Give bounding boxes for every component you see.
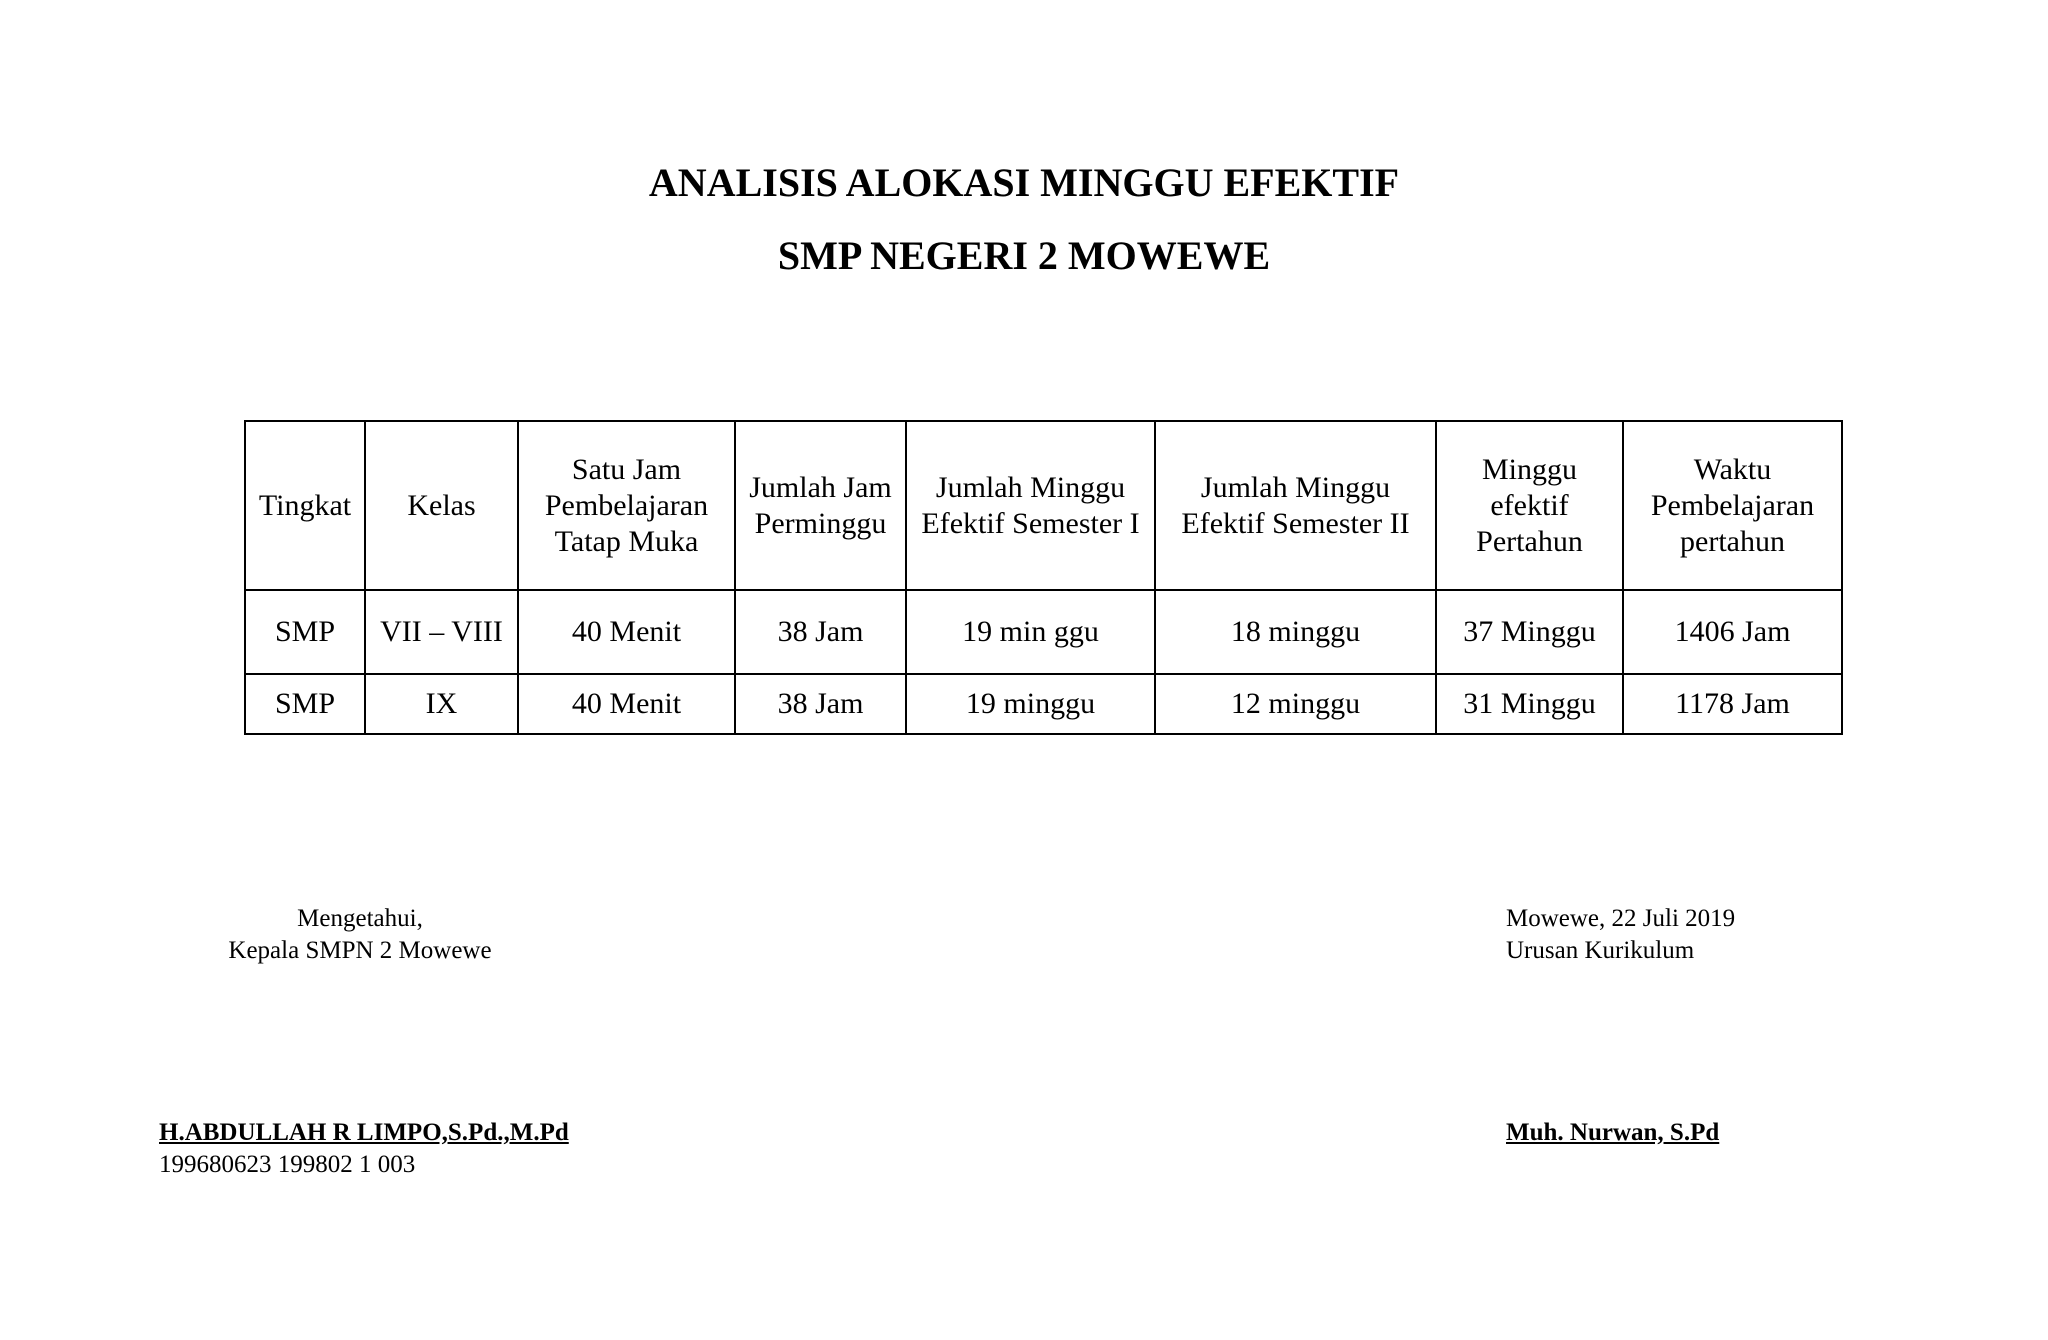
curriculum-officer-name: Muh. Nurwan, S.Pd <box>1506 1119 1720 1146</box>
table-cell: 40 Menit <box>518 590 735 674</box>
principal-signatory <box>159 1117 569 1181</box>
table-cell: 38 Jam <box>735 590 906 674</box>
curriculum-position: Urusan Kurikulum <box>1506 937 1695 964</box>
table-cell: 19 min ggu <box>906 590 1155 674</box>
effective-weeks-table <box>244 420 1843 735</box>
table-cell: 37 Minggu <box>1436 590 1623 674</box>
table-cell: VII – VIII <box>365 590 518 674</box>
table-row <box>245 674 1842 734</box>
table-header-row <box>245 421 1842 590</box>
table-cell: 19 minggu <box>906 674 1155 734</box>
header-satu-jam: Satu Jam Pembelajaran Tatap Muka <box>518 421 735 590</box>
header-jumlah-jam: Jumlah Jam Perminggu <box>735 421 906 590</box>
curriculum-signatory <box>1506 1117 1719 1149</box>
document-title: ANALISIS ALOKASI MINGGU EFEKTIF <box>648 160 1400 205</box>
header-minggu-semester-1: Jumlah Minggu Efektif Semester I <box>906 421 1155 590</box>
header-kelas: Kelas <box>365 421 518 590</box>
signature-block-left <box>160 903 560 967</box>
table-cell: 12 minggu <box>1155 674 1436 734</box>
header-minggu-semester-2: Jumlah Minggu Efektif Semester II <box>1155 421 1436 590</box>
school-name: SMP NEGERI 2 MOWEWE <box>777 233 1271 278</box>
table-cell: SMP <box>245 590 365 674</box>
table-cell: 18 minggu <box>1155 590 1436 674</box>
header-tingkat: Tingkat <box>245 421 365 590</box>
table-cell: 38 Jam <box>735 674 906 734</box>
principal-id-number: 199680623 199802 1 003 <box>159 1151 416 1178</box>
table-cell: 40 Menit <box>518 674 735 734</box>
header-waktu-pertahun: Waktu Pembelajaran pertahun <box>1623 421 1842 590</box>
table-cell: IX <box>365 674 518 734</box>
principal-position: Kepala SMPN 2 Mowewe <box>228 937 492 964</box>
signature-block-right <box>1506 903 1735 967</box>
acknowledged-label: Mengetahui, <box>297 905 423 932</box>
table-cell: 1406 Jam <box>1623 590 1842 674</box>
principal-name: H.ABDULLAH R LIMPO,S.Pd.,M.Pd <box>159 1119 569 1146</box>
table-cell: 31 Minggu <box>1436 674 1623 734</box>
table-cell: 1178 Jam <box>1623 674 1842 734</box>
table-cell: SMP <box>245 674 365 734</box>
table-row <box>245 590 1842 674</box>
place-date: Mowewe, 22 Juli 2019 <box>1506 905 1736 932</box>
header-minggu-pertahun: Minggu efektif Pertahun <box>1436 421 1623 590</box>
